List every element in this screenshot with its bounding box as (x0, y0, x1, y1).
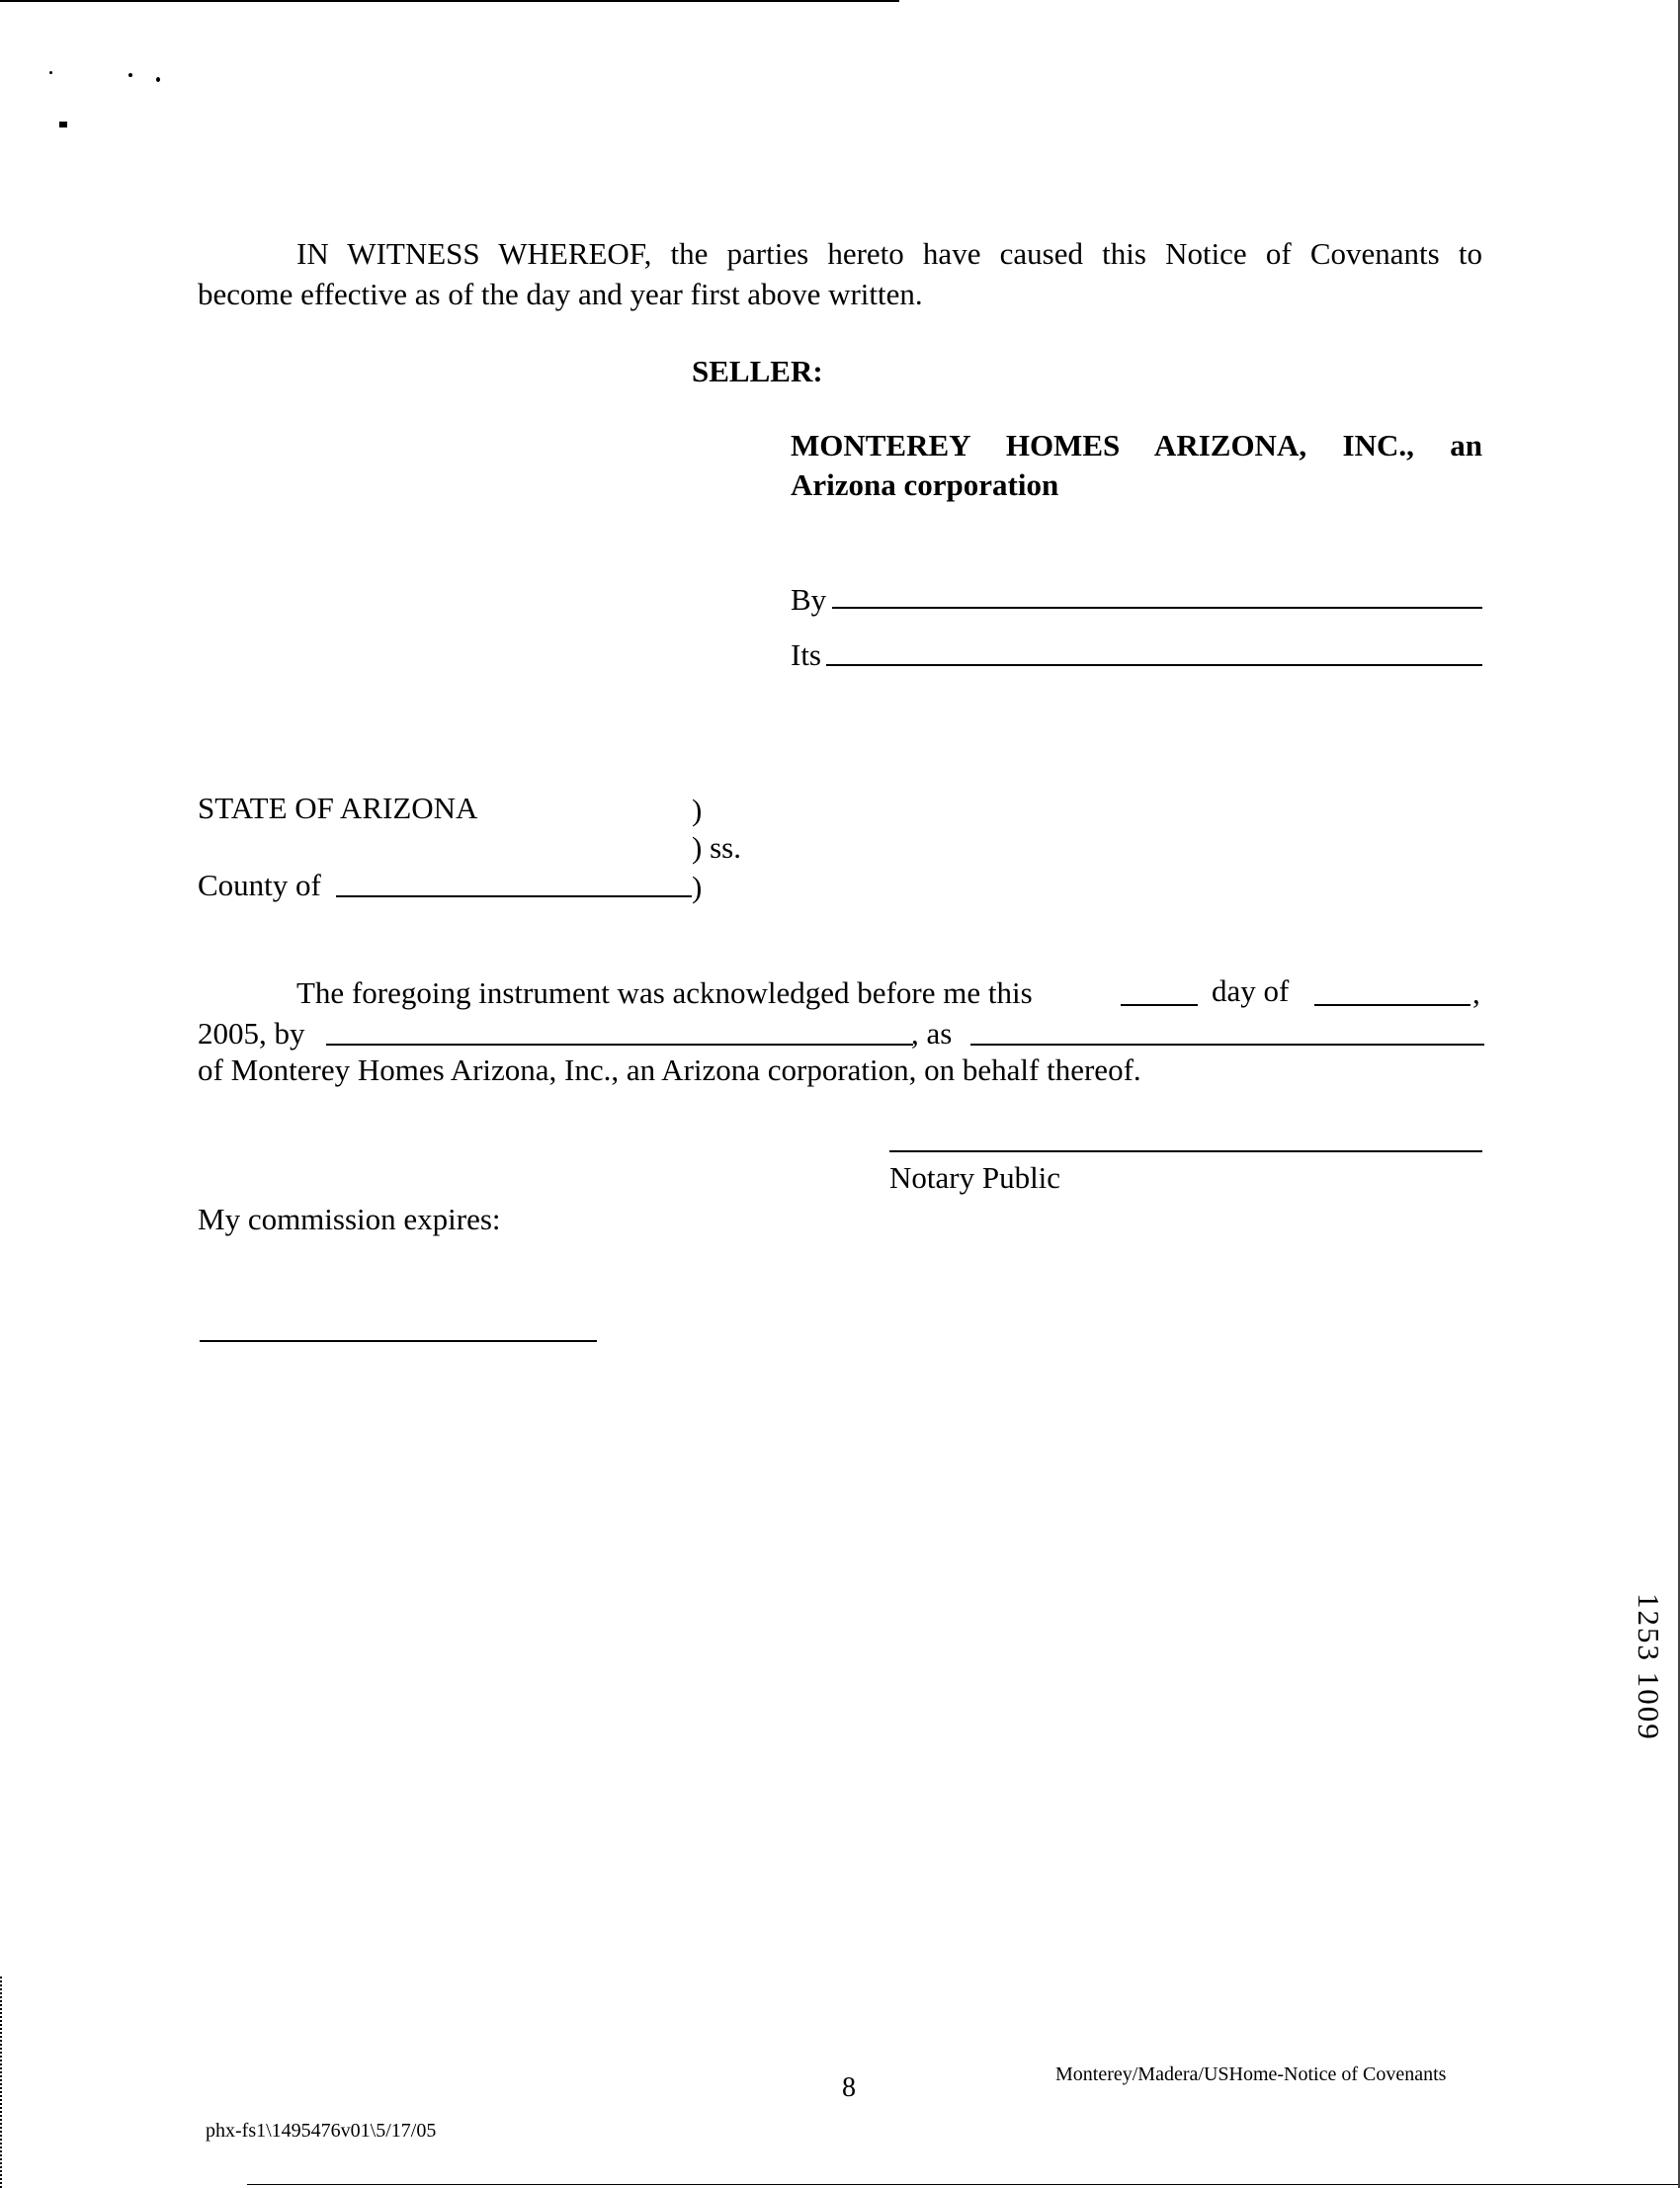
notary-public-label: Notary Public (889, 1160, 1061, 1195)
by-label: By (791, 582, 827, 617)
footer-document-title: Monterey/Madera/USHome-Notice of Covenants (1055, 2063, 1447, 2085)
ack-line-1-comma: , (1472, 975, 1480, 1010)
seller-company-line-1: MONTEREY HOMES ARIZONA, INC., an (791, 428, 1482, 463)
by-signature-line[interactable] (832, 607, 1482, 609)
county-blank-line[interactable] (336, 895, 692, 897)
commission-date-line[interactable] (200, 1340, 597, 1342)
ack-line-1-text: The foregoing instrument was acknowledged before me this (296, 975, 1033, 1010)
left-edge-line (0, 1977, 4, 2188)
scan-speck (49, 71, 52, 74)
seller-company-line-2: Arizona corporation (791, 467, 1059, 502)
witness-line-2: become effective as of the day and year first above written. (198, 277, 923, 311)
venue-paren-1: ) (692, 793, 703, 827)
ack-name-blank[interactable] (326, 1044, 913, 1046)
bottom-edge-line (247, 2184, 1680, 2185)
its-title-line[interactable] (826, 664, 1482, 666)
venue-paren-3: ) (692, 870, 703, 904)
ack-line-2-as: , as (911, 1016, 953, 1051)
page-number: 8 (842, 2072, 856, 2103)
ack-line-1-dayof: day of (1212, 973, 1290, 1008)
scan-speck (156, 77, 160, 82)
ack-line-3: of Monterey Homes Arizona, Inc., an Arizona corporation, on behalf thereof. (198, 1052, 1141, 1087)
county-label: County of (198, 868, 321, 902)
ack-title-blank[interactable] (970, 1044, 1484, 1046)
margin-recording-stamp: 1253 1009 (1632, 1593, 1666, 1741)
venue-paren-ss: ) ss. (692, 830, 741, 865)
scan-speck (128, 73, 132, 77)
scan-speck (59, 122, 67, 127)
ack-line-2-year: 2005, by (198, 1016, 305, 1051)
commission-expires-label: My commission expires: (198, 1202, 501, 1236)
seller-heading: SELLER: (692, 354, 823, 388)
top-border-line (0, 0, 899, 2)
witness-line-1: IN WITNESS WHEREOF, the parties hereto have caused this Notice of Covenants to (296, 236, 1482, 271)
ack-month-blank[interactable] (1314, 1004, 1470, 1006)
its-label: Its (791, 637, 821, 672)
footer-file-id: phx-fs1\1495476v01\5/17/05 (206, 2120, 437, 2142)
notary-signature-line[interactable] (889, 1150, 1482, 1152)
ack-day-blank[interactable] (1121, 1004, 1198, 1006)
state-label: STATE OF ARIZONA (198, 791, 478, 825)
